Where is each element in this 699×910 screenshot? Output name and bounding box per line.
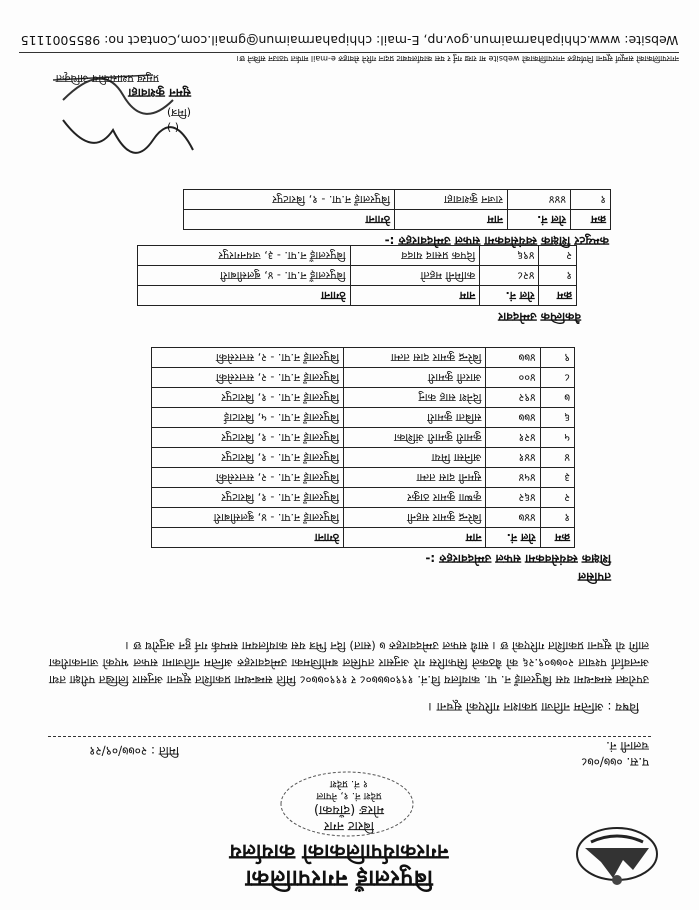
office-province: प्रदेश नं. १, नेपाल [316,790,382,801]
table-row: १ ४४४ राजन कुशवाहा बिपुरलाइँ न.पा. - १, बिराटपुर [184,190,611,210]
table-header-row: क्रम रोल नं. नाम ठेगाना [184,210,611,230]
office-phone: १ नं. प्रदेश [329,778,369,789]
teacher-section-heading: शिक्षक स्वयंसेवकमा सफल उम्मेदवारहरु :- [425,552,611,566]
footer-divider [19,52,679,53]
office-district: मोरङ (दाँयका) [313,802,385,817]
computer-section-heading: कम्प्युटर शिक्षक स्वयंसेवकमा सफल उम्मेदवारहरु :- [384,234,609,248]
table-row: ३ ४५४ सुमनी दास तत्मा बिपुरलाइँ न.पा. - २, सत्तरसेकी [152,468,575,488]
table-header-row: क्रम रोल नं. नाम ठेगाना [138,286,577,306]
footer-note: नगरपालिकाको सम्पूर्ण सूचना निर्णयहरु नगरपालिकाको website मा राख गर्नु र यस कार्यालयबाट प्रदान गरिने सेवाहरु e-mail मार्फत पठाउन सकिने छ। [236,54,679,63]
signature-dots: ( ) [166,121,179,134]
table-row: १ ४४७ बिरेन्द्र कुमार सहनी बिपुरलाइँ न.पा. - ४, बुलसीबारी [152,508,575,528]
letter-subject: विषय : अन्तिम नतिजा प्रकाशन गरिएको सूचना । [428,700,639,714]
col-name: नाम [344,528,486,548]
table-row: ६ ४७७ सबिता कुमारी बिपुरलाइँ न.पा. - ५, बिराटाई [152,408,575,428]
table-row: २ ४६२ कृष्णा कुमार ठाकुर बिपुरलाइँ न.पा. - १, बिराटपुर [152,488,575,508]
list-heading: तपसिल [577,570,611,584]
municipality-title: बिपुरलाइँ नगरपालिका [245,865,433,891]
body-paragraph: उपरोक्त सम्बन्धमा यस बिपुरलाइँ न. पा. कार्यालय वि.नं. १९९०७७७०८ र १९९०७७०८ मिति सम्बन्धमा प्रकाशित सूचना अनुसार लिखित परीक्षा तथा अन्तर्वार्ता पश्चात २०७७०९.२६ को बैठकले सिफारिस गरे अनुसार तपसिल बमोजिमका उम्मेदवारहरु अन्तिम नतिजामा सफल भएको जानकारीका लागि यो सूचना प्रकाशित गरिएको छ । साथै सफल उम्मेदवारहरु ७ (सात) दिन भित्र यस कार्यालयमा सम्पर्क गर्न हुन अनुरोध छ । [49,639,649,687]
table-row: ७ ४९२ दिनेश साह कानु बिपुरलाइँ न.पा. - १, बिराटपुर [152,388,575,408]
alternate-results-table [137,245,577,306]
nepal-emblem-icon [571,822,663,894]
signatory-office: (मित्र) [166,106,191,119]
teacher-results-table [151,347,575,548]
dispatch-number: चलानी नं. [606,739,649,753]
footer-website: Website: www.chhipaharmaimun.gov.np, E-mail: chhipaharmaimun@gmail.com,Contact no: 9855001115 [20,33,679,48]
page-number: प.स. ०७७/०७८ [581,755,649,769]
computer-results-table [183,189,611,230]
col-roll: रोल नं. [486,528,540,548]
table-row: २ ४९६ दिपक प्रसाद यादव बिपुरलाइँ न.पा. - ३, जयनगरपुर [138,246,577,266]
table-header-row [152,528,575,548]
col-sn: क्रम [540,528,574,548]
header-divider [48,736,651,737]
table-row: ८ ४०० आरती कुमारी बिपुरलाइँ न.पा. - २, सत्तरसेकी [152,368,575,388]
table-row: १ ४२८ कामिनी महतो बिपुरलाइँ न.पा. - ४, बुलसीबारी [138,266,577,286]
table-row: ५ ४२१ कुमारी कुमारी अंशिका बिपुरलाइँ न.पा. - १, बिराटपुर [152,428,575,448]
alternate-section-heading: वैकल्पिक उम्मेदवार [498,310,581,324]
office-place: बिराट नगर [324,818,375,833]
office-title: नगरकार्यपालिकाको कार्यालय [229,840,449,864]
table-row: ९ ४७७ बिरेन्द्र कुमार दास तत्मा बिपुरलाइँ न.पा. - २, सत्तरसेकी [152,348,575,368]
signatory-name: सुमन कुशवाहा [128,86,191,100]
signatory-post: प्रमुख प्रशासकीय अधिकृत [55,72,159,85]
table-row: ४ ४४१ अनिसा मिया बिपुरलाइँ न.पा. - १, बिराटपुर [152,448,575,468]
col-address: ठेगाना [152,528,344,548]
letter-date: मिति : २०७७/०९/२१ [89,744,179,758]
